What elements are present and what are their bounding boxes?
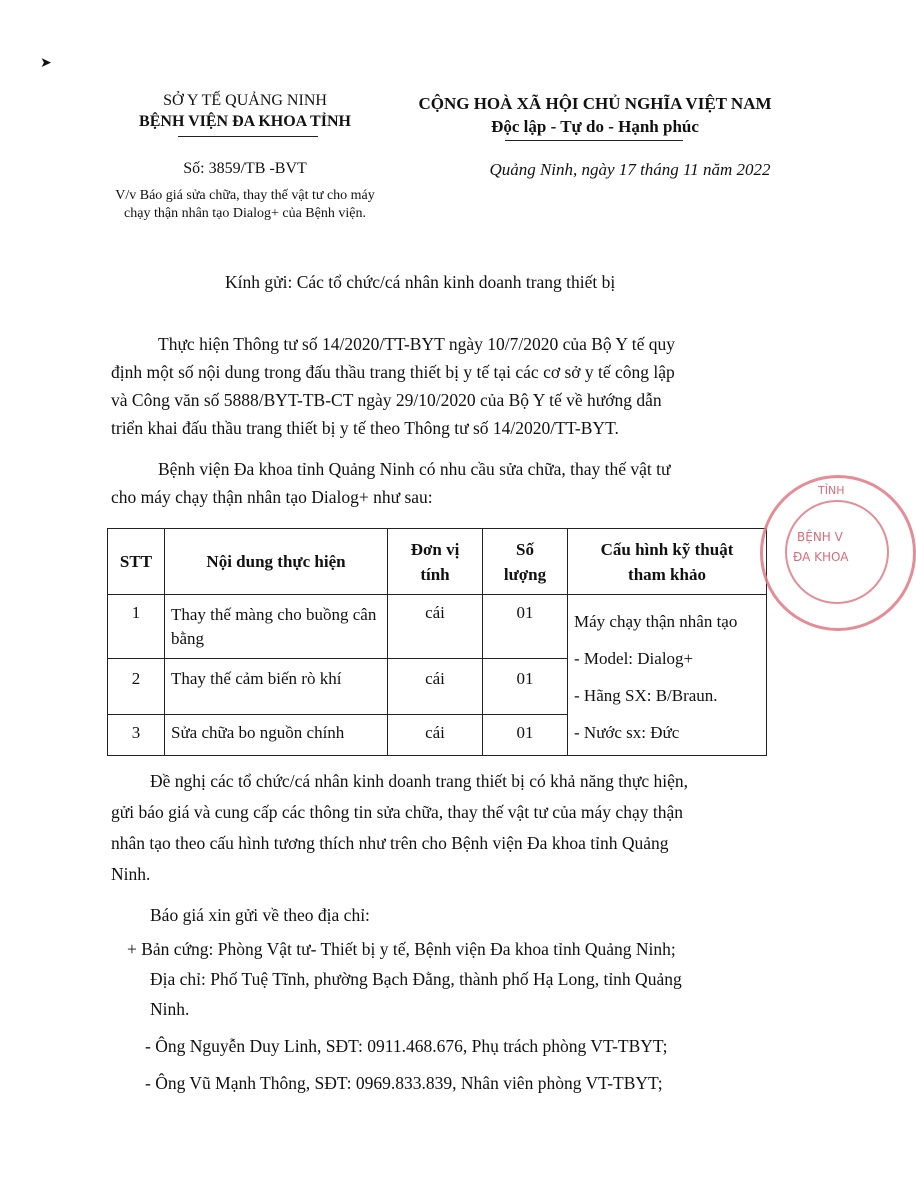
paragraph-2-line-2: cho máy chạy thận nhân tạo Dialog+ như sau: bbox=[111, 487, 433, 507]
paragraph-3-line-2: gửi báo giá và cung cấp các thông tin sửa chữa, thay thế vật tư của máy chạy thận bbox=[111, 802, 683, 822]
row-3-unit: cái bbox=[388, 714, 483, 755]
motto: Độc lập - Tự do - Hạnh phúc bbox=[491, 117, 699, 136]
row-3-stt: 3 bbox=[108, 714, 165, 755]
header-config-line-1: Cấu hình kỹ thuật bbox=[600, 539, 734, 559]
row-2-quantity: 01 bbox=[483, 658, 568, 714]
paragraph-1-line-2: định một số nội dung trong đấu thầu trang thiết bị y tế tại các cơ sở y tế công lập bbox=[111, 362, 675, 382]
ministry-name: SỞ Y TẾ QUẢNG NINH bbox=[163, 92, 327, 109]
paragraph-1-line-4: triển khai đấu thầu trang thiết bị y tế theo Thông tư số 14/2020/TT-BYT. bbox=[111, 418, 619, 438]
header-config-line-2: tham khảo bbox=[628, 564, 706, 584]
stamp-text-bottom: ĐA KHOA bbox=[793, 550, 849, 564]
contact-2: - Ông Vũ Mạnh Thông, SĐT: 0969.833.839, Nhân viên phòng VT-TBYT; bbox=[145, 1073, 663, 1093]
row-3-content: Sửa chữa bo nguồn chính bbox=[165, 714, 388, 755]
subject-line-1: V/v Báo giá sửa chữa, thay thế vật tư cho máy bbox=[115, 188, 375, 203]
subject-line-2: chạy thận nhân tạo Dialog+ của Bệnh viện. bbox=[124, 206, 366, 221]
recipient-line: Kính gửi: Các tổ chức/cá nhân kinh doanh trang thiết bị bbox=[225, 272, 616, 292]
stamp-text-top: TỈNH bbox=[818, 484, 845, 497]
header-config bbox=[568, 529, 767, 595]
document-number: Số: 3859/TB -BVT bbox=[183, 160, 307, 177]
contact-1: - Ông Nguyễn Duy Linh, SĐT: 0911.468.676, Phụ trách phòng VT-TBYT; bbox=[145, 1036, 668, 1056]
header-underline-left bbox=[178, 136, 318, 137]
header-unit-line-2: tính bbox=[420, 564, 450, 584]
header-unit bbox=[388, 529, 483, 595]
paragraph-5-line-2: Địa chỉ: Phố Tuệ Tĩnh, phường Bạch Đằng, thành phố Hạ Long, tỉnh Quảng bbox=[150, 969, 682, 989]
header-quantity bbox=[483, 529, 568, 595]
nation-title: CỘNG HOÀ XÃ HỘI CHỦ NGHĨA VIỆT NAM bbox=[418, 94, 772, 113]
paragraph-3-line-4: Ninh. bbox=[111, 864, 151, 884]
header-underline-right bbox=[505, 140, 683, 141]
paragraph-2-line-1: Bệnh viện Đa khoa tỉnh Quảng Ninh có nhu cầu sửa chữa, thay thế vật tư bbox=[158, 459, 671, 479]
paragraph-5-line-1: + Bản cứng: Phòng Vật tư- Thiết bị y tế, Bệnh viện Đa khoa tỉnh Quảng Ninh; bbox=[127, 939, 676, 959]
paragraph-1-line-3: và Công văn số 5888/BYT-TB-CT ngày 29/10/2020 của Bộ Y tế về hướng dẫn bbox=[111, 390, 662, 410]
paragraph-3-line-1: Đề nghị các tổ chức/cá nhân kinh doanh trang thiết bị có khả năng thực hiện, bbox=[150, 771, 688, 791]
row-2-stt: 2 bbox=[108, 658, 165, 714]
header-stt: STT bbox=[108, 529, 165, 595]
paragraph-3-line-3: nhân tạo theo cấu hình tương thích như trên cho Bệnh viện Đa khoa tỉnh Quảng bbox=[111, 833, 669, 853]
config-line-3: - Hãng SX: B/Braun. bbox=[574, 686, 718, 705]
header-quantity-line-2: lượng bbox=[503, 564, 547, 584]
row-2-unit: cái bbox=[388, 658, 483, 714]
config-line-4: - Nước sx: Đức bbox=[574, 723, 680, 742]
config-line-1: Máy chạy thận nhân tạo bbox=[574, 612, 738, 631]
scan-mark: ➤ bbox=[40, 56, 52, 71]
header-quantity-line-1: Số bbox=[516, 539, 534, 559]
paragraph-4: Báo giá xin gửi về theo địa chỉ: bbox=[150, 905, 370, 925]
row-1-quantity: 01 bbox=[483, 595, 568, 659]
table-row bbox=[108, 595, 767, 659]
config-line-2: - Model: Dialog+ bbox=[574, 649, 694, 668]
table-header-row bbox=[108, 529, 767, 595]
repair-items-table bbox=[107, 528, 767, 756]
paragraph-1-line-1: Thực hiện Thông tư số 14/2020/TT-BYT ngày 10/7/2020 của Bộ Y tế quy bbox=[158, 334, 676, 354]
paragraph-5-line-3: Ninh. bbox=[150, 999, 190, 1019]
config-cell bbox=[568, 595, 767, 756]
row-1-stt: 1 bbox=[108, 595, 165, 659]
stamp-text-middle: BỆNH V bbox=[797, 530, 843, 544]
row-1-content: Thay thế màng cho buồng cân bằng bbox=[165, 595, 388, 659]
row-2-content: Thay thế cảm biến rò khí bbox=[165, 658, 388, 714]
hospital-name: BỆNH VIỆN ĐA KHOA TỈNH bbox=[139, 113, 351, 130]
row-3-quantity: 01 bbox=[483, 714, 568, 755]
row-1-unit: cái bbox=[388, 595, 483, 659]
header-unit-line-1: Đơn vị bbox=[410, 539, 460, 559]
header-content: Nội dung thực hiện bbox=[165, 529, 388, 595]
place-date: Quảng Ninh, ngày 17 tháng 11 năm 2022 bbox=[489, 160, 771, 179]
official-stamp bbox=[760, 475, 916, 631]
